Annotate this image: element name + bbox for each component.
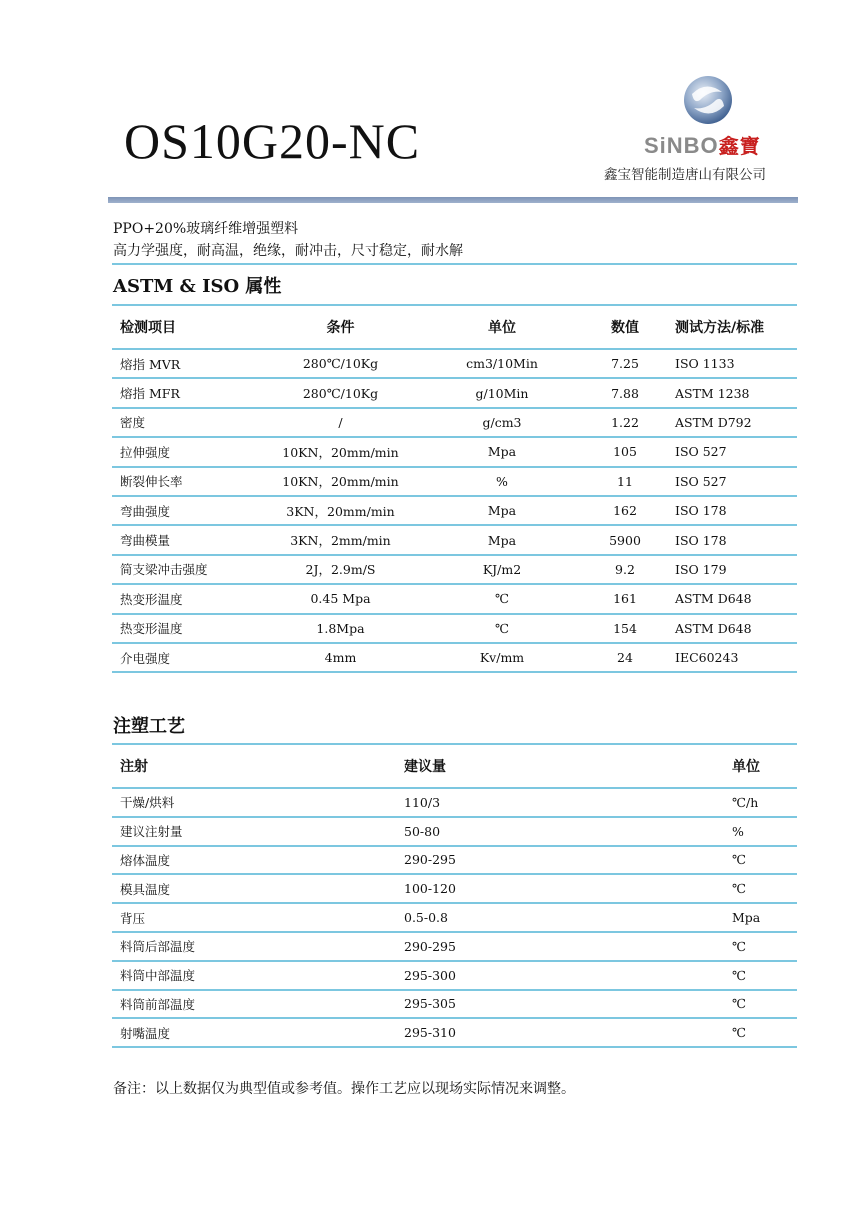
cell-injection: 背压 xyxy=(120,910,146,926)
cell-value: 7.88 xyxy=(611,385,639,401)
cell-condition: 10KN，20mm/min xyxy=(282,474,399,490)
cell-unit: ℃ xyxy=(732,938,746,954)
cell-unit: Mpa xyxy=(487,532,517,548)
col-header-value: 数值 xyxy=(611,320,639,336)
cell-injection: 建议注射量 xyxy=(120,824,183,840)
cell-recommended: 50-80 xyxy=(404,823,441,839)
cell-value: 7.25 xyxy=(611,356,639,372)
cell-injection: 射嘴温度 xyxy=(120,1025,171,1041)
cell-value: 11 xyxy=(617,473,633,489)
cell-condition: / xyxy=(338,414,343,430)
cell-value: 154 xyxy=(613,620,637,636)
cell-method: ASTM D648 xyxy=(675,591,752,607)
product-title: OS10G20-NC xyxy=(124,113,421,169)
cell-item: 密度 xyxy=(120,415,146,431)
cell-method: ASTM D648 xyxy=(675,620,752,636)
table-row xyxy=(112,496,797,525)
logo-word-latin: SiNBO xyxy=(644,133,719,158)
cell-value: 9.2 xyxy=(615,561,635,577)
company-name: 鑫宝智能制造唐山有限公司 xyxy=(604,167,766,183)
table-row xyxy=(112,874,797,903)
col-header-method: 测试方法/标准 xyxy=(675,320,765,336)
footnote: 备注：以上数据仅为典型值或参考值。操作工艺应以现场实际情况来调整。 xyxy=(113,1081,575,1097)
cell-method: ISO 1133 xyxy=(675,356,735,372)
material-features: 高力学强度，耐高温，绝缘，耐冲击，尺寸稳定，耐水解 xyxy=(113,243,463,259)
logo-word-cn: 鑫寶 xyxy=(718,136,761,158)
cell-unit: cm3/10Min xyxy=(466,356,538,372)
cell-value: 161 xyxy=(613,591,637,607)
cell-condition: 10KN，20mm/min xyxy=(282,444,399,460)
cell-value: 162 xyxy=(613,503,637,519)
col-header-item: 检测项目 xyxy=(120,320,176,336)
molding-section-title: 注塑工艺 xyxy=(113,716,185,737)
cell-item: 熔指 MVR xyxy=(120,356,181,372)
table-row xyxy=(112,1018,797,1047)
cell-unit: ℃ xyxy=(495,620,509,636)
cell-method: ISO 179 xyxy=(675,561,727,577)
material-description: PPO+20%玻璃纤维增强塑料 xyxy=(113,221,299,237)
cell-recommended: 295-305 xyxy=(404,996,456,1012)
cell-injection: 模具温度 xyxy=(120,881,171,897)
cell-unit: % xyxy=(732,823,744,839)
cell-recommended: 290-295 xyxy=(404,852,456,868)
cell-unit: KJ/m2 xyxy=(482,561,522,577)
table-row xyxy=(112,961,797,990)
cell-unit: ℃/h xyxy=(732,794,759,810)
cell-value: 1.22 xyxy=(611,414,639,430)
cell-condition: 0.45 Mpa xyxy=(310,591,371,607)
table-row xyxy=(112,614,797,643)
cell-injection: 料筒后部温度 xyxy=(120,939,196,955)
table-row xyxy=(112,467,797,496)
cell-condition: 280℃/10Kg xyxy=(302,356,379,372)
cell-item: 断裂伸长率 xyxy=(120,474,183,490)
properties-section-title: ASTM & ISO 属性 xyxy=(113,276,282,297)
table-row xyxy=(112,378,797,407)
cell-recommended: 100-120 xyxy=(404,881,456,897)
header-divider xyxy=(108,197,798,203)
table-row xyxy=(112,437,797,466)
cell-item: 介电强度 xyxy=(120,650,171,666)
cell-condition: 3KN，2mm/min xyxy=(290,533,391,549)
cell-method: IEC60243 xyxy=(675,650,739,666)
table-row xyxy=(112,349,797,378)
cell-unit: ℃ xyxy=(732,852,746,868)
cell-unit: g/10Min xyxy=(475,385,529,401)
cell-unit: ℃ xyxy=(732,1025,746,1041)
col-header-recommended: 建议量 xyxy=(404,759,446,775)
cell-item: 弯曲模量 xyxy=(120,533,171,549)
table-header-row xyxy=(112,744,797,788)
table-row xyxy=(112,788,797,817)
cell-unit: Mpa xyxy=(487,503,517,519)
cell-unit: Mpa xyxy=(487,444,517,460)
cell-condition: 280℃/10Kg xyxy=(302,385,379,401)
cell-recommended: 290-295 xyxy=(404,938,456,954)
cell-recommended: 0.5-0.8 xyxy=(404,910,448,926)
cell-item: 热变形温度 xyxy=(120,591,183,607)
cell-unit: ℃ xyxy=(495,591,509,607)
cell-value: 24 xyxy=(617,650,633,666)
cell-item: 简支梁冲击强度 xyxy=(120,562,208,578)
cell-unit: ℃ xyxy=(732,967,746,983)
cell-recommended: 295-310 xyxy=(404,1025,456,1041)
cell-condition: 3KN，20mm/min xyxy=(286,503,395,519)
table-row xyxy=(112,817,797,846)
cell-unit: Mpa xyxy=(732,910,761,926)
cell-injection: 料筒中部温度 xyxy=(120,968,196,984)
col-header-unit: 单位 xyxy=(732,759,760,775)
cell-unit: Kv/mm xyxy=(479,650,525,666)
table-row xyxy=(112,932,797,961)
cell-method: ISO 178 xyxy=(675,503,727,519)
cell-injection: 熔体温度 xyxy=(120,852,171,868)
cell-method: ASTM D792 xyxy=(675,414,752,430)
molding-table xyxy=(112,743,797,1048)
cell-method: ASTM 1238 xyxy=(675,385,750,401)
logo-wordmark xyxy=(644,130,761,159)
table-row xyxy=(112,408,797,437)
cell-injection: 干燥/烘料 xyxy=(120,795,175,811)
cell-injection: 料筒前部温度 xyxy=(120,996,196,1012)
cell-item: 熔指 MFR xyxy=(120,386,180,402)
col-header-condition: 条件 xyxy=(326,320,355,336)
cell-condition: 4mm xyxy=(324,650,357,666)
col-header-injection: 注射 xyxy=(120,759,148,775)
cell-condition: 2J，2.9m/S xyxy=(305,562,376,578)
cell-value: 5900 xyxy=(609,532,641,548)
cell-method: ISO 527 xyxy=(675,473,727,489)
cell-unit: ℃ xyxy=(732,881,746,897)
table-row xyxy=(112,903,797,932)
table-row xyxy=(112,990,797,1019)
cell-item: 热变形温度 xyxy=(120,621,183,637)
cell-condition: 1.8Mpa xyxy=(316,620,365,636)
table-row xyxy=(112,555,797,584)
cell-value: 105 xyxy=(613,444,637,460)
cell-unit: ℃ xyxy=(732,996,746,1012)
table-row xyxy=(112,846,797,875)
cell-item: 拉伸强度 xyxy=(120,444,171,460)
description-divider xyxy=(112,263,797,265)
cell-unit: g/cm3 xyxy=(482,414,522,430)
properties-table xyxy=(112,304,797,673)
cell-recommended: 110/3 xyxy=(404,794,441,810)
table-row xyxy=(112,643,797,672)
col-header-unit: 单位 xyxy=(488,320,516,336)
table-row xyxy=(112,584,797,613)
cell-method: ISO 527 xyxy=(675,444,727,460)
table-header-row xyxy=(112,305,797,349)
table-row xyxy=(112,525,797,554)
cell-recommended: 295-300 xyxy=(404,967,456,983)
cell-method: ISO 178 xyxy=(675,532,727,548)
cell-unit: % xyxy=(496,473,508,489)
cell-item: 弯曲强度 xyxy=(120,503,171,519)
